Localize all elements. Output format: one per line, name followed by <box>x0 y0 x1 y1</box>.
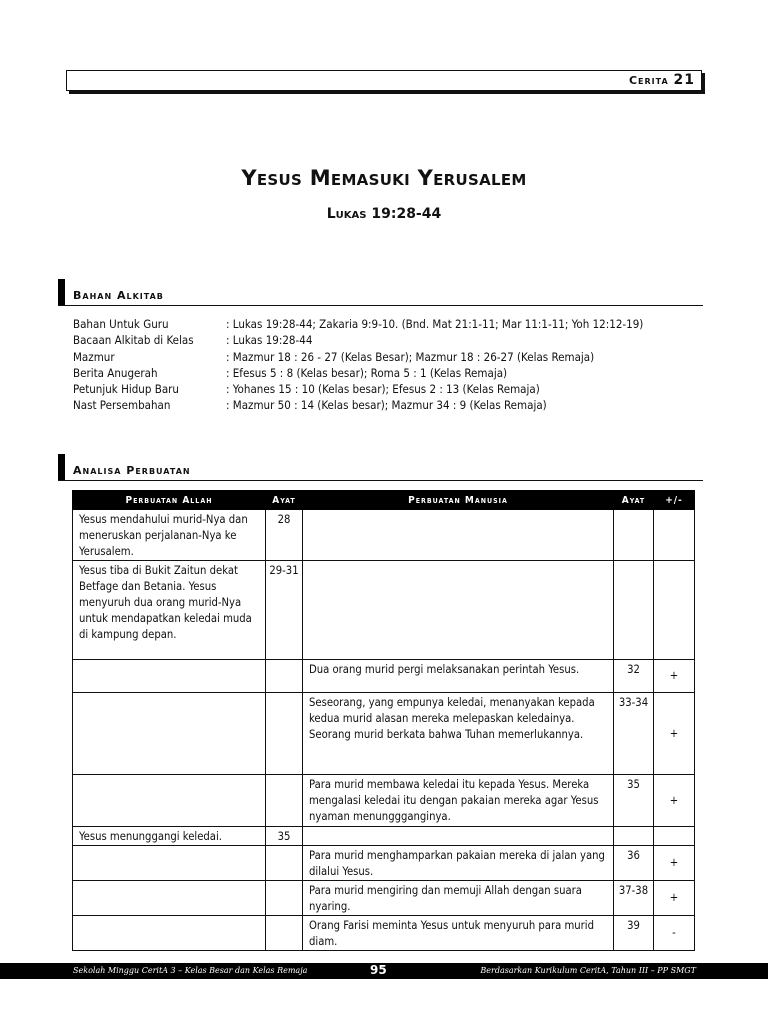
cell-sign: - <box>654 916 695 951</box>
reading-row: Nast Persembahan : Mazmur 50 : 14 (Kelas besar); Mazmur 34 : 9 (Kelas Remaja) <box>73 398 547 413</box>
cell-sign <box>654 561 695 660</box>
cell-ayat-manusia: 35 <box>614 775 654 827</box>
cell-ayat-manusia: 39 <box>614 916 654 951</box>
table-row <box>73 916 695 951</box>
chapter-number: 21 <box>673 72 695 88</box>
cell-allah <box>73 660 266 693</box>
cell-manusia: Seseorang, yang empunya keledai, menanyakan kepada kedua murid alasan mereka melepaskan keledainya. Seorang murid berkata bahwa Tuhan memerlukannya. <box>303 693 614 775</box>
cell-allah <box>73 775 266 827</box>
table-row <box>73 561 695 660</box>
cell-ayat-manusia <box>614 510 654 561</box>
cell-ayat-manusia: 36 <box>614 846 654 881</box>
cell-manusia <box>303 827 614 846</box>
cell-ayat-allah: 35 <box>266 827 303 846</box>
cell-allah: Yesus menunggangi keledai. <box>73 827 266 846</box>
cell-sign: + <box>654 775 695 827</box>
section-heading: Bahan Alkitab <box>73 289 164 302</box>
cell-ayat-manusia: 33-34 <box>614 693 654 775</box>
cell-sign <box>654 510 695 561</box>
reading-row: Bahan Untuk Guru : Lukas 19:28-44; Zakaria 9:9-10. (Bnd. Mat 21:1-11; Mar 11:1-11; Yoh 12:12-19) <box>73 317 644 331</box>
cell-sign: + <box>654 693 695 775</box>
reading-row: Mazmur : Mazmur 18 : 26 - 27 (Kelas Besar); Mazmur 18 : 26-27 (Kelas Remaja) <box>73 349 595 364</box>
cell-manusia: Para murid membawa keledai itu kepada Yesus. Mereka mengalasi keledai itu dengan pakaian mereka agar Yesus nyaman menunggganginya. <box>303 775 614 827</box>
col-sign: +/- <box>654 491 695 510</box>
cell-ayat-allah <box>266 693 303 775</box>
cell-manusia: Para murid menghamparkan pakaian mereka di jalan yang dilalui Yesus. <box>303 846 614 881</box>
table-row <box>73 881 695 916</box>
cell-ayat-manusia: 37-38 <box>614 881 654 916</box>
cell-ayat-allah <box>266 846 303 881</box>
table-row <box>73 827 695 846</box>
cell-allah: Yesus mendahului murid-Nya dan meneruskan perjalanan-Nya ke Yerusalem. <box>73 510 266 561</box>
reading-row: Petunjuk Hidup Baru : Yohanes 15 : 10 (Kelas besar); Efesus 2 : 13 (Kelas Remaja) <box>73 382 540 397</box>
cell-manusia: Orang Farisi meminta Yesus untuk menyuruh para murid diam. <box>303 916 614 951</box>
cell-ayat-allah <box>266 660 303 693</box>
cell-ayat-allah <box>266 881 303 916</box>
cell-sign: + <box>654 881 695 916</box>
cell-ayat-manusia <box>614 827 654 846</box>
chapter-header-box <box>66 70 702 91</box>
cell-sign <box>654 827 695 846</box>
cell-ayat-allah <box>266 775 303 827</box>
cell-ayat-manusia: 32 <box>614 660 654 693</box>
col-perbuatan-allah: Perbuatan Allah <box>73 491 266 510</box>
table-row <box>73 693 695 775</box>
table-header-row <box>73 491 695 510</box>
reading-list <box>73 316 643 414</box>
cell-manusia: Para murid mengiring dan memuji Allah dengan suara nyaring. <box>303 881 614 916</box>
col-ayat-allah: Ayat <box>266 491 303 510</box>
table-row <box>73 660 695 693</box>
cell-allah: Yesus tiba di Bukit Zaitun dekat Betfage dan Betania. Yesus menyuruh dua orang murid-Nya untuk mendapatkan keledai muda di kampung depan. <box>73 561 266 660</box>
reading-row: Berita Anugerah : Efesus 5 : 8 (Kelas besar); Roma 5 : 1 (Kelas Remaja) <box>73 365 508 380</box>
footer-left-text: Sekolah Minggu CeritA 3 – Kelas Besar dan Kelas Remaja <box>73 966 308 975</box>
cell-ayat-manusia <box>614 561 654 660</box>
cell-allah <box>73 916 266 951</box>
col-perbuatan-manusia: Perbuatan Manusia <box>303 491 614 510</box>
page-subtitle: Lukas 19:28-44 <box>326 206 442 222</box>
cell-allah <box>73 693 266 775</box>
section-heading: Analisa Perbuatan <box>73 464 191 477</box>
table-row <box>73 510 695 561</box>
cell-sign: + <box>654 660 695 693</box>
cell-ayat-allah: 28 <box>266 510 303 561</box>
page-footer <box>0 963 768 979</box>
table-row <box>73 846 695 881</box>
reading-row: Bacaan Alkitab di Kelas : Lukas 19:28-44 <box>73 333 313 348</box>
col-ayat-manusia: Ayat <box>614 491 654 510</box>
cell-manusia <box>303 561 614 660</box>
page-title: Yesus Memasuki Yerusalem <box>241 166 527 190</box>
footer-right-text: Berdasarkan Kurikulum CeritA, Tahun III – PP SMGT <box>480 966 696 975</box>
cell-allah <box>73 881 266 916</box>
chapter-label: Cerita 21 <box>628 72 695 88</box>
cell-ayat-allah <box>266 916 303 951</box>
section-marker <box>58 279 65 305</box>
cell-manusia: Dua orang murid pergi melaksanakan perintah Yesus. <box>303 660 614 693</box>
cell-sign: + <box>654 846 695 881</box>
page-number: 95 <box>370 963 387 977</box>
section-bahan-alkitab <box>58 279 703 306</box>
cell-ayat-allah: 29-31 <box>266 561 303 660</box>
table-row <box>73 775 695 827</box>
cell-manusia <box>303 510 614 561</box>
analysis-table <box>72 490 695 951</box>
section-analisa-perbuatan <box>58 454 703 481</box>
section-marker <box>58 454 65 480</box>
cell-allah <box>73 846 266 881</box>
